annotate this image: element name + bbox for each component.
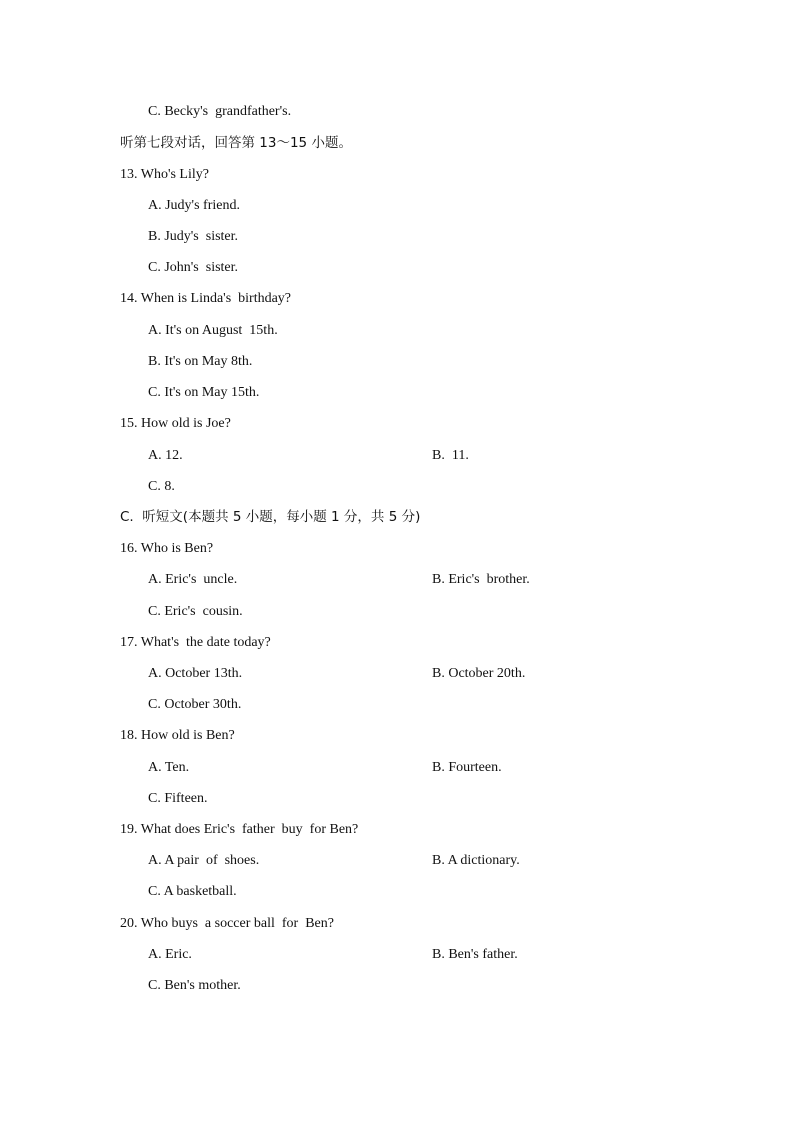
option-19a: A. A pair of shoes. [148,853,260,868]
question-14: 14. When is Linda's birthday? [120,291,292,306]
section-b-heading: 听第七段对话，回答第 13～15 小题。 [120,135,352,151]
option-14a: A. It's on August 15th. [148,323,278,338]
option-16c: C. Eric's cousin. [148,604,243,619]
option-13c: C. John's sister. [148,260,239,275]
option-20c: C. Ben's mother. [148,978,241,993]
option-18b: B. Fourteen. [432,760,502,775]
option-15b: B. 11. [432,448,469,463]
question-16: 16. Who is Ben? [120,541,214,556]
section-c-heading: C. 听短文(本题共 5 小题，每小题 1 分，共 5 分) [120,509,421,525]
option-14c: C. It's on May 15th. [148,385,260,400]
option-18c: C. Fifteen. [148,791,208,806]
option-13b: B. Judy's sister. [148,229,239,244]
question-20: 20. Who buys a soccer ball for Ben? [120,916,334,931]
option-18a: A. Ten. [148,760,190,775]
question-15: 15. How old is Joe? [120,416,231,431]
question-18: 18. How old is Ben? [120,728,235,743]
option-13a: A. Judy's friend. [148,198,240,213]
option-16a: A. Eric's uncle. [148,572,238,587]
option-19c: C. A basketball. [148,884,237,899]
option-17c: C. October 30th. [148,697,242,712]
option-17a: A. October 13th. [148,666,243,681]
option-16b: B. Eric's brother. [432,572,530,587]
option-15a: A. 12. [148,448,183,463]
option-14b: B. It's on May 8th. [148,354,253,369]
question-19: 19. What does Eric's father buy for Ben? [120,822,359,837]
question-13: 13. Who's Lily? [120,167,209,182]
question-17: 17. What's the date today? [120,635,271,650]
option-19b: B. A dictionary. [432,853,520,868]
option-15c: C. 8. [148,479,175,494]
option-12c: C. Becky's grandfather's. [148,104,292,119]
option-17b: B. October 20th. [432,666,526,681]
option-20b: B. Ben's father. [432,947,518,962]
option-20a: A. Eric. [148,947,192,962]
